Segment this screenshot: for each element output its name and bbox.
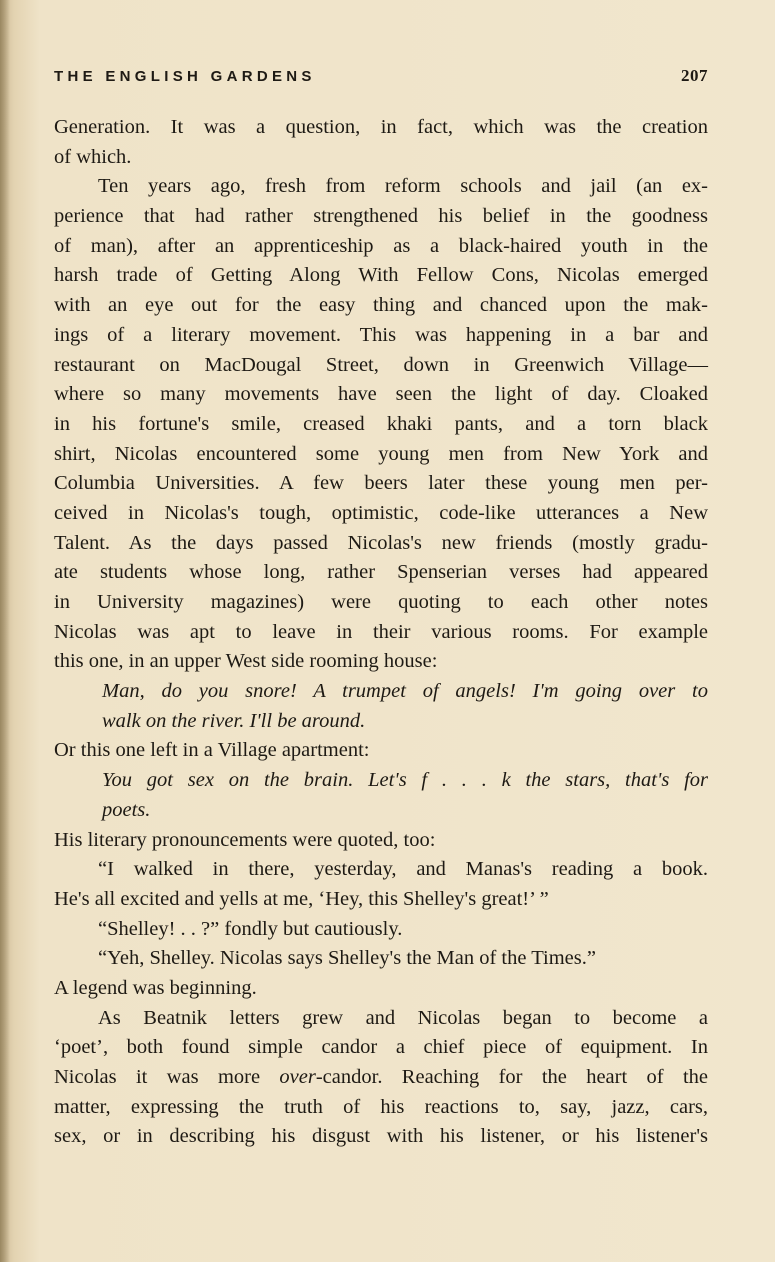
text-line: Generation. It was a question, in fact, which was the creation — [54, 116, 708, 138]
text-line: “I walked in there, yesterday, and Manas's reading a book. — [98, 858, 708, 881]
text-line: where so many movements have seen the light of day. Cloaked — [54, 383, 708, 406]
text-line: in his fortune's smile, creased khaki pants, and a torn black — [54, 412, 708, 435]
text-line: sex, or in describing his disgust with his listener, or his listener's — [54, 1125, 708, 1148]
text-line: restaurant on MacDougal Street, down in Greenwich Village— — [54, 353, 708, 376]
body-text — [54, 113, 708, 1152]
text-line: Ten years ago, fresh from reform schools and jail (an ex- — [98, 175, 708, 198]
gutter-shadow — [0, 0, 10, 1262]
text-line: perience that had rather strengthened his belief in the goodness — [54, 205, 708, 228]
text-line: You got sex on the brain. Let's f . . . k the stars, that's for — [102, 769, 708, 792]
text-line: Columbia Universities. A few beers later these young men per- — [54, 472, 708, 495]
page-number: 207 — [681, 66, 708, 85]
text-line: with an eye out for the easy thing and chanced upon the mak- — [54, 294, 708, 317]
text-line: shirt, Nicolas encountered some young men from New York and — [54, 442, 708, 465]
text-line: “Yeh, Shelley. Nicolas says Shelley's the Man of the Times.” — [98, 947, 596, 970]
running-head — [54, 64, 708, 88]
text-line: Or this one left in a Village apartment: — [54, 739, 370, 762]
text-line: Man, do you snore! A trumpet of angels! I'm going over to — [102, 680, 708, 703]
text-line: in University magazines) were quoting to each other notes — [54, 591, 708, 613]
text-line: Talent. As the days passed Nicolas's new friends (mostly gradu- — [54, 531, 708, 554]
text-line: poets. — [102, 798, 151, 821]
text-line: ‘poet’, both found simple candor a chief piece of equipment. In — [54, 1036, 708, 1059]
text-line: His literary pronouncements were quoted, too: — [54, 828, 436, 851]
text-line: walk on the river. I'll be around. — [102, 709, 366, 732]
text-line: of man), after an apprenticeship as a black-haired youth in the — [54, 234, 708, 257]
text-line: Nicolas was apt to leave in their various rooms. For example — [54, 620, 708, 643]
running-head-title: THE ENGLISH GARDENS — [54, 67, 316, 85]
text-line: ate students whose long, rather Spenserian verses had appeared — [54, 561, 708, 584]
text-line: A legend was beginning. — [54, 976, 257, 999]
text-line: harsh trade of Getting Along With Fellow Cons, Nicolas emerged — [54, 264, 708, 287]
text-line: this one, in an upper West side rooming house: — [54, 650, 438, 673]
text-line: matter, expressing the truth of his reactions to, say, jazz, cars, — [54, 1095, 708, 1118]
text-line: Nicolas it was more over-candor. Reaching for the heart of the — [54, 1066, 708, 1088]
text-line: As Beatnik letters grew and Nicolas began to become a — [98, 1006, 708, 1029]
text-line: ings of a literary movement. This was happening in a bar and — [54, 323, 708, 346]
text-line: He's all excited and yells at me, ‘Hey, this Shelley's great!’ ” — [54, 887, 549, 910]
text-line: of which. — [54, 145, 132, 168]
text-line: ceived in Nicolas's tough, optimistic, code-like utterances a New — [54, 501, 708, 524]
text-line: “Shelley! . . ?” fondly but cautiously. — [98, 917, 403, 940]
